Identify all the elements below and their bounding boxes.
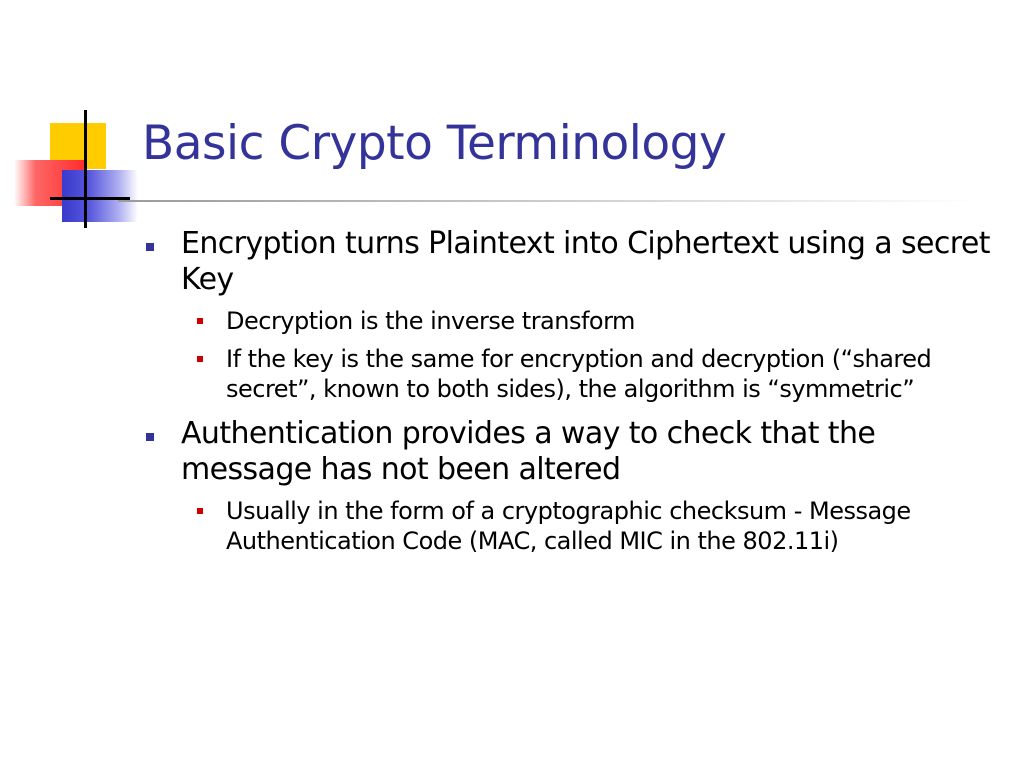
corner-ornament — [0, 0, 150, 240]
square-bullet-icon — [197, 356, 203, 362]
bullet-item — [145, 226, 1005, 404]
slide-title: Basic Crypto Terminology — [142, 116, 727, 171]
ornament-blue-square — [62, 170, 138, 222]
sub-bullet-text: Usually in the form of a cryptographic checksum - Message Authentication Code (MAC, called MIC in the 802.11i) — [226, 497, 911, 555]
square-bullet-icon — [146, 243, 154, 251]
sub-bullet-text: Decryption is the inverse transform — [226, 307, 635, 335]
title-underline — [118, 200, 978, 202]
square-bullet-icon — [197, 318, 203, 324]
ornament-vertical-line — [84, 110, 87, 228]
sub-bullet-list — [181, 306, 1005, 404]
sub-bullet-item — [181, 344, 1005, 404]
sub-bullet-item — [181, 496, 1005, 556]
bullet-item — [145, 416, 1005, 556]
slide-body — [145, 226, 1005, 568]
bullet-text: Encryption turns Plaintext into Ciphertext using a secret Key — [181, 226, 990, 297]
sub-bullet-item — [181, 306, 1005, 336]
square-bullet-icon — [197, 508, 203, 514]
bullet-text: Authentication provides a way to check that the message has not been altered — [181, 416, 876, 487]
sub-bullet-text: If the key is the same for encryption and decryption (“shared secret”, known to both sides), the algorithm is “symmetric” — [226, 345, 932, 403]
sub-bullet-list — [181, 496, 1005, 556]
square-bullet-icon — [146, 433, 154, 441]
